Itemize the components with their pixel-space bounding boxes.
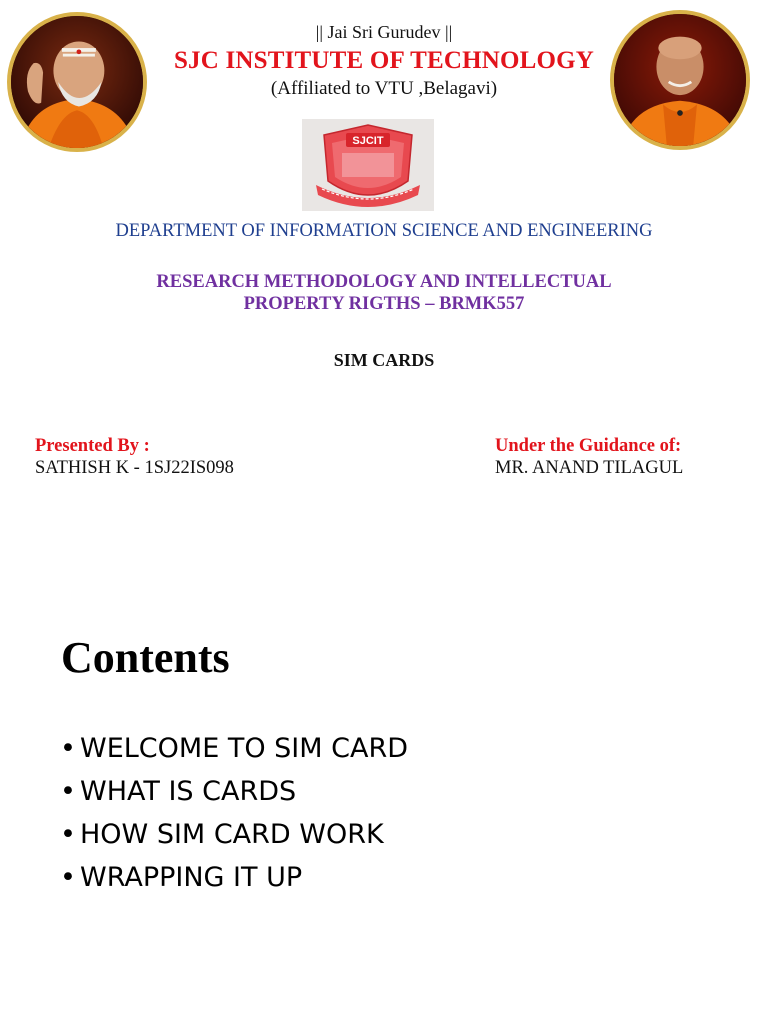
institute-name: SJC INSTITUTE OF TECHNOLOGY	[173, 47, 595, 74]
topic-title: SIM CARDS	[333, 350, 435, 370]
course-title-line-1: RESEARCH METHODOLOGY AND INTELLECTUAL	[156, 272, 612, 292]
list-item	[60, 813, 408, 856]
college-crest-icon	[302, 119, 434, 211]
bullet-icon: •	[60, 733, 76, 764]
bullet-icon: •	[60, 819, 76, 850]
department-name: DEPARTMENT OF INFORMATION SCIENCE AND ENGINEERING	[115, 221, 653, 241]
college-logo	[302, 119, 434, 211]
list-item-label: WELCOME TO SIM CARD	[80, 733, 409, 764]
presenter-name: SATHISH K - 1SJ22IS098	[35, 458, 234, 478]
bullet-icon: •	[60, 776, 76, 807]
course-title	[0, 271, 768, 315]
list-item-label: HOW SIM CARD WORK	[80, 819, 384, 850]
guide-name: MR. ANAND TILAGUL	[495, 458, 684, 478]
course-title-line-2: PROPERTY RIGTHS – BRMK557	[243, 294, 525, 314]
bullet-icon: •	[60, 862, 76, 893]
motto-text: || Jai Sri Gurudev ||	[315, 22, 453, 42]
contents-title: Contents	[61, 633, 230, 682]
list-item	[60, 856, 408, 899]
logo-text: SJCIT	[352, 135, 384, 147]
affiliation-text: (Affiliated to VTU ,Belagavi)	[270, 78, 498, 99]
list-item-label: WRAPPING IT UP	[80, 862, 303, 893]
list-item-label: WHAT IS CARDS	[80, 776, 297, 807]
contents-list	[60, 727, 408, 899]
presenter-label: Presented By :	[35, 436, 150, 456]
list-item	[60, 727, 408, 770]
guide-label: Under the Guidance of:	[495, 436, 682, 456]
list-item	[60, 770, 408, 813]
